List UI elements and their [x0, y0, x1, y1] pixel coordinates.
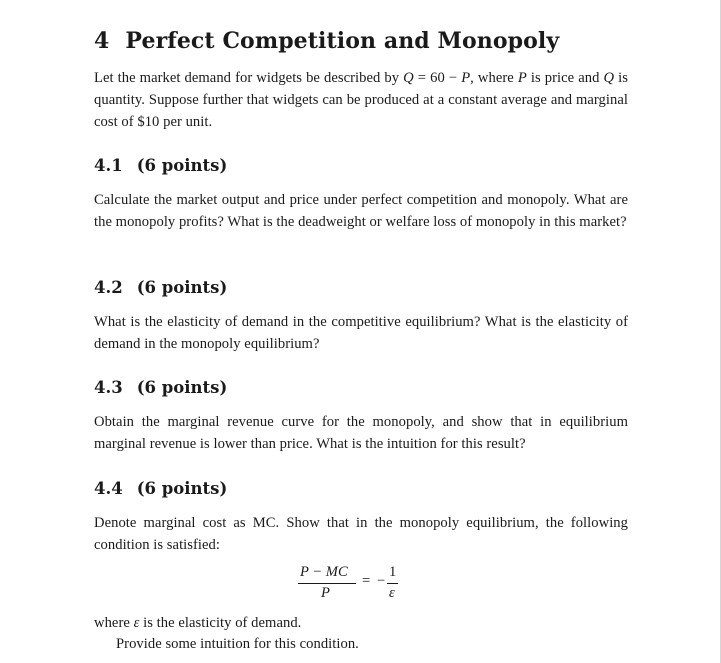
- fraction-bar: [298, 583, 356, 584]
- question-4-4-text: Denote marginal cost as MC. Show that in the monopoly equilibrium, the following condition is satisfied:: [94, 515, 628, 553]
- var-p: P: [517, 70, 527, 86]
- subsection-points: (6 points): [136, 278, 228, 297]
- formula-denominator-text: P: [321, 585, 330, 601]
- section-heading: [94, 28, 559, 54]
- question-4-3-text: Obtain the marginal revenue curve for the monopoly, and show that in equilibrium marginal revenue is lower than price. What is the intuition for this result?: [94, 414, 628, 452]
- where-text-rest: is the elasticity of demand.: [139, 615, 302, 631]
- formula-equals: =: [362, 573, 371, 589]
- subsection-points: (6 points): [136, 378, 228, 397]
- subsection-heading-4-1: [94, 156, 227, 175]
- where-text: where: [94, 615, 134, 631]
- subsection-heading-4-4: [94, 479, 227, 498]
- intro-text: Let the market demand for widgets be described by: [94, 70, 404, 86]
- formula-explanation: [94, 612, 628, 634]
- var-q: Q: [403, 70, 414, 86]
- subsection-heading-4-3: [94, 378, 227, 397]
- intro-text: is quantity. Suppose further that widgets can be produced at a constant average and marginal cost of $10 per unit.: [94, 70, 628, 130]
- subsection-number: 4.3: [94, 378, 123, 397]
- intro-text: is price and: [526, 70, 600, 86]
- epsilon-symbol: ε: [133, 615, 140, 631]
- epsilon-symbol: ε: [389, 585, 395, 601]
- var-q: Q: [603, 70, 615, 86]
- section-title: Perfect Competition and Monopoly: [125, 28, 560, 54]
- formula-rhs-numerator: 1: [389, 564, 397, 580]
- formula-numerator-text: P − MC: [300, 564, 348, 580]
- subsection-heading-4-2: [94, 278, 227, 297]
- intro-equation-rhs: = 60 −: [413, 70, 462, 86]
- subsection-points: (6 points): [136, 479, 228, 498]
- subsection-number: 4.1: [94, 156, 123, 175]
- fraction-bar-rhs: [387, 583, 398, 584]
- subsection-points: (6 points): [136, 156, 228, 175]
- formula-numerator: [300, 564, 348, 581]
- section-number: 4: [94, 28, 110, 54]
- formula-denominator: [321, 585, 330, 602]
- intuition-prompt: Provide some intuition for this condition.: [116, 636, 359, 652]
- question-4-2-text: What is the elasticity of demand in the competitive equilibrium? What is the elasticity of demand in the monopoly equilibrium?: [94, 314, 628, 352]
- subsection-number: 4.2: [94, 278, 123, 297]
- var-p: P: [461, 70, 471, 86]
- subsection-number: 4.4: [94, 479, 123, 498]
- formula-rhs-denominator: [389, 585, 395, 602]
- question-4-1-text: Calculate the market output and price under perfect competition and monopoly. What are the monopoly profits? What is the deadweight or welfare loss of monopoly in this market?: [94, 192, 628, 230]
- intro-paragraph: [94, 67, 628, 133]
- formula-minus: −: [377, 573, 386, 589]
- intro-text: , where: [470, 70, 518, 86]
